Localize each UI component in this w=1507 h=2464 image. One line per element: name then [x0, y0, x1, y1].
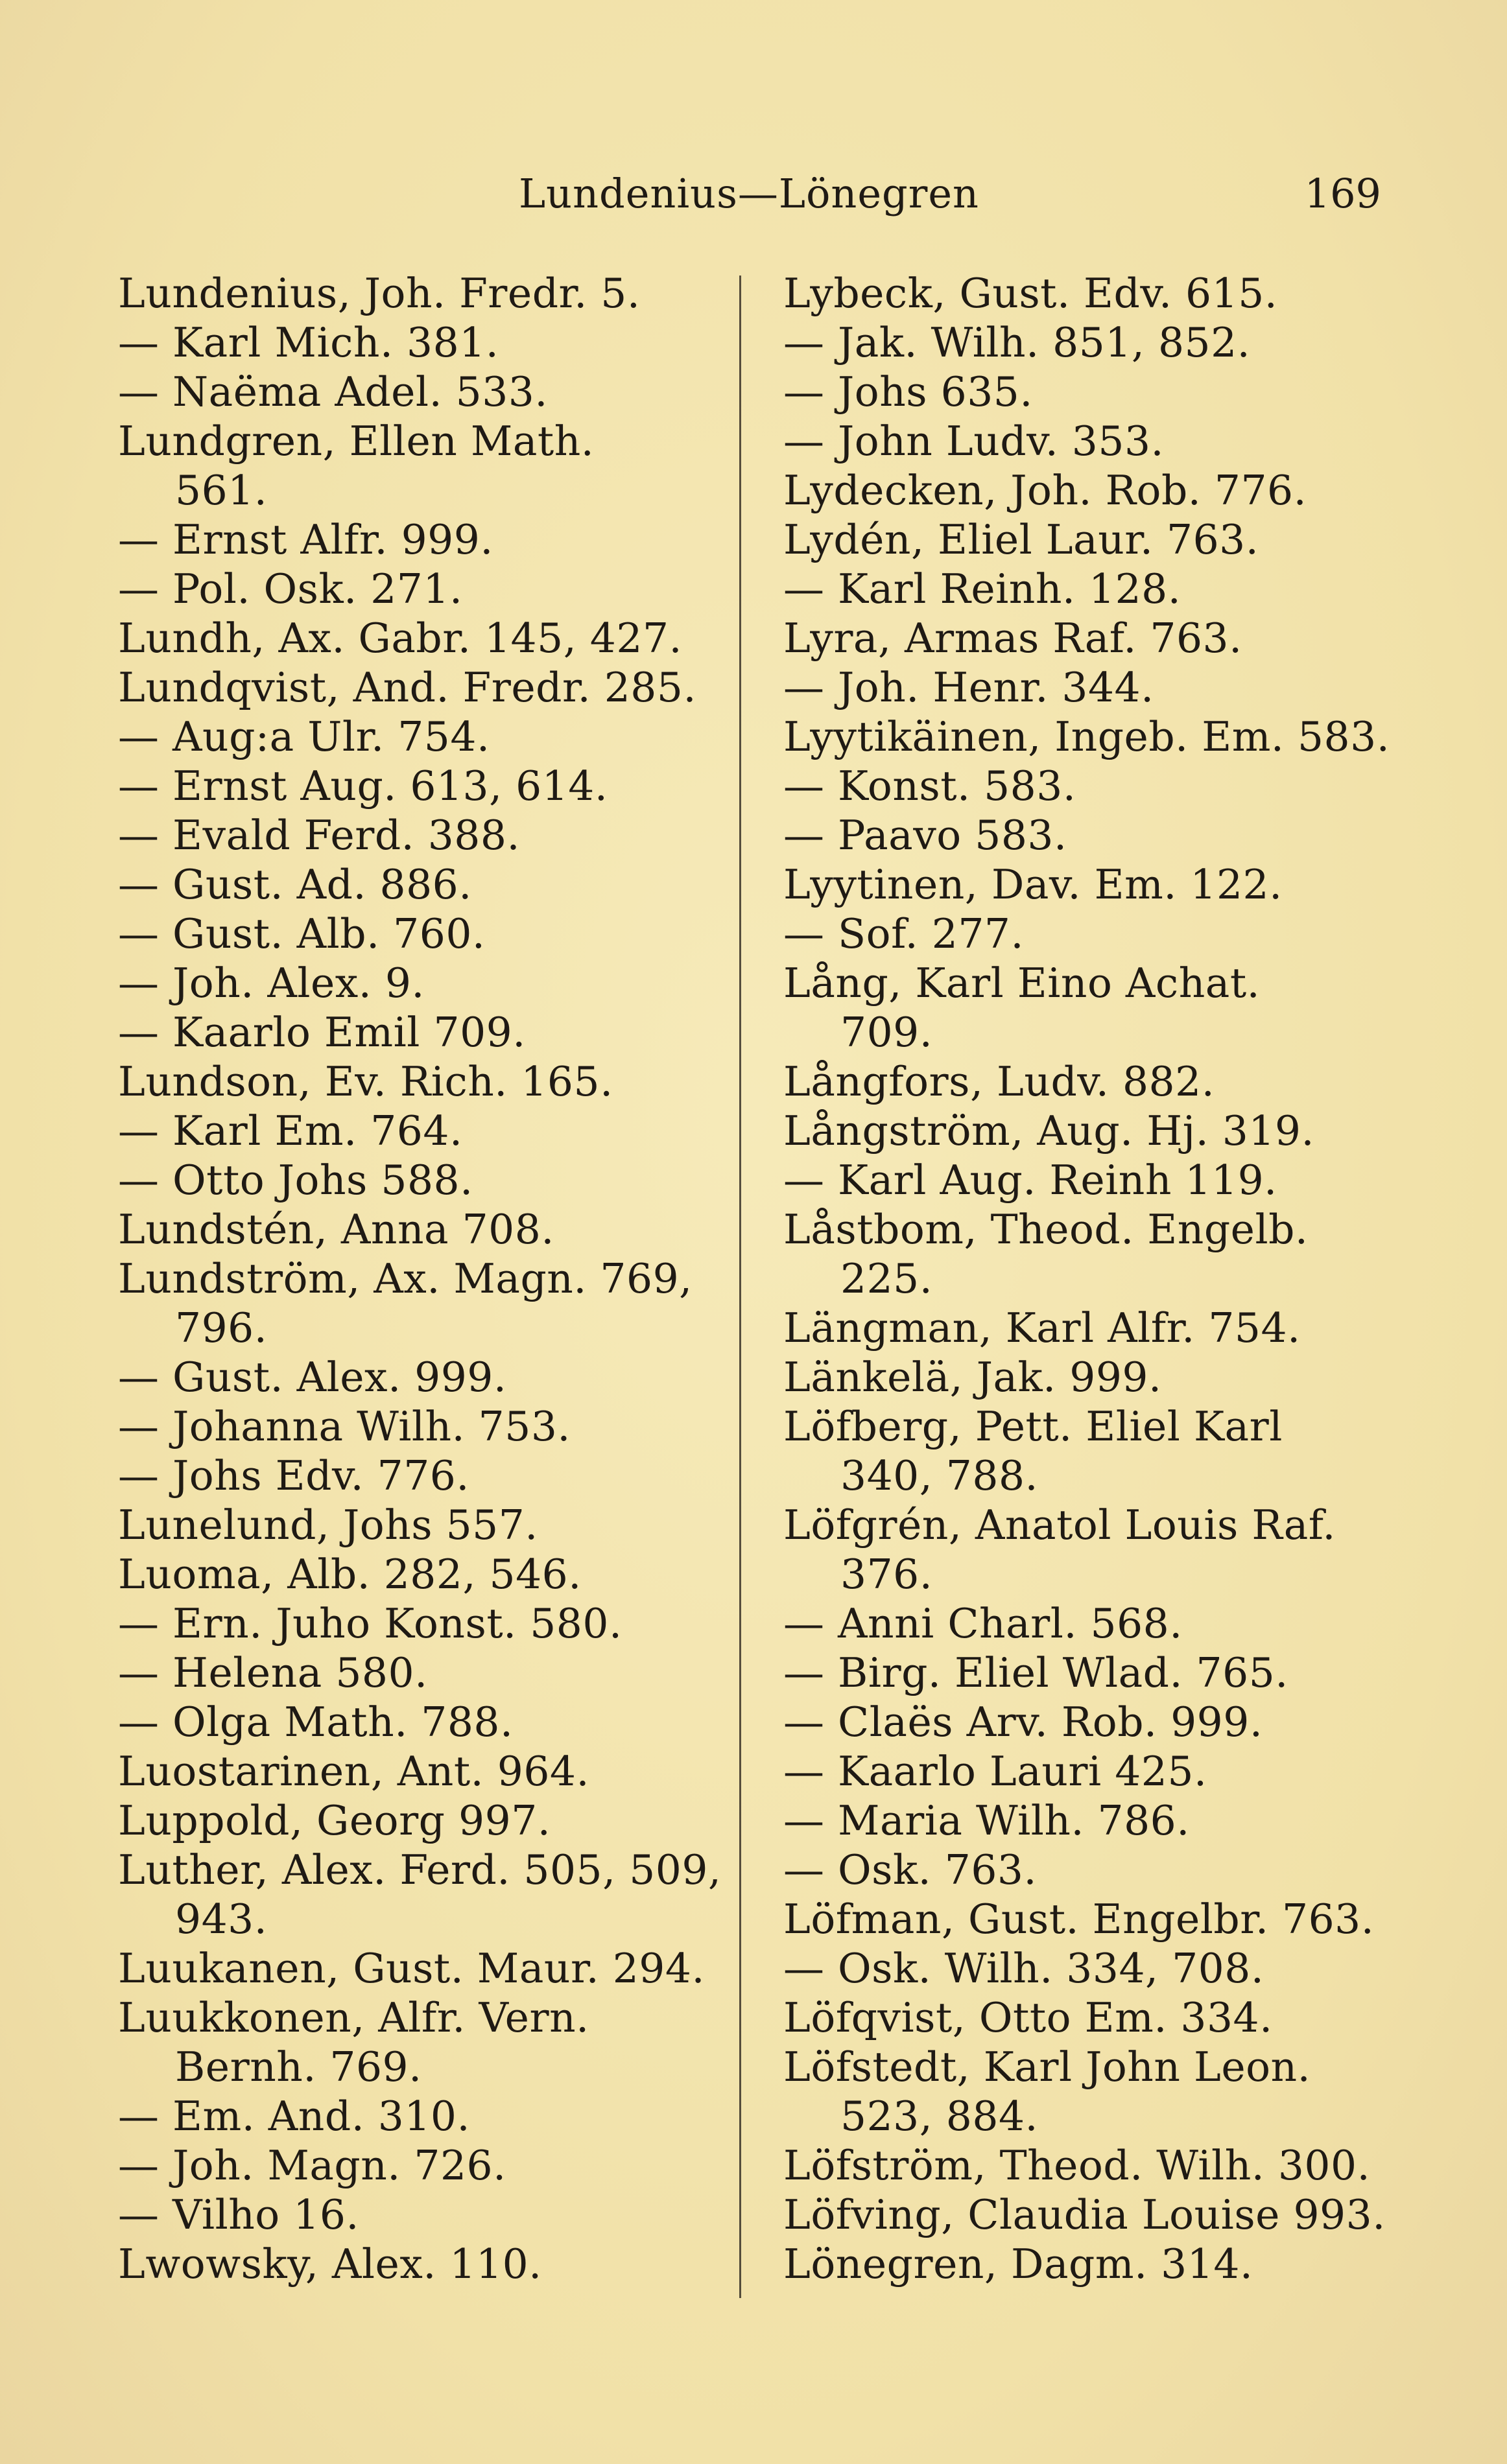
- index-entry: — Ernst Alfr. 999.: [118, 516, 493, 563]
- index-entry: Längman, Karl Alfr. 754.: [783, 1304, 1301, 1352]
- index-entry: — Em. And. 310.: [118, 2093, 471, 2140]
- index-entry: — Anni Charl. 568.: [783, 1600, 1183, 1647]
- index-entry: — Karl Mich. 381.: [118, 319, 499, 366]
- index-entry: — Sof. 277.: [783, 910, 1025, 957]
- index-entry: Löfman, Gust. Engelbr. 763.: [783, 1895, 1375, 1943]
- page-header: [117, 170, 1381, 228]
- running-title: Lundenius—Lönegren: [519, 170, 979, 217]
- index-entry: — Gust. Alb. 760.: [118, 910, 486, 957]
- index-entry: Lunelund, Johs 557.: [118, 1501, 538, 1549]
- index-entry: Länkelä, Jak. 999.: [783, 1354, 1162, 1401]
- index-entry: Lundqvist, And. Fredr. 285.: [118, 664, 696, 711]
- index-entry: — Karl Aug. Reinh 119.: [783, 1156, 1277, 1204]
- index-entry: — Otto Johs 588.: [118, 1156, 473, 1204]
- index-entry: — Gust. Ad. 886.: [118, 861, 472, 908]
- column-divider: [739, 276, 741, 2298]
- index-entry: Luukanen, Gust. Maur. 294.: [118, 1945, 705, 1992]
- index-entry: Löfberg, Pett. Eliel Karl: [783, 1403, 1283, 1450]
- index-entry-continuation: 796.: [175, 1304, 268, 1352]
- index-entry: — Olga Math. 788.: [118, 1698, 514, 1746]
- index-entry-continuation: Bernh. 769.: [175, 2043, 422, 2091]
- index-entry: — Maria Wilh. 786.: [783, 1797, 1190, 1844]
- index-entry: Lönegren, Dagm. 314.: [783, 2240, 1253, 2288]
- index-entry: — Joh. Henr. 344.: [783, 664, 1154, 711]
- index-entry: Lång, Karl Eino Achat.: [783, 959, 1261, 1007]
- page-number: 169: [1304, 170, 1381, 217]
- index-entry-continuation: 225.: [840, 1255, 933, 1302]
- index-entry: — Joh. Magn. 726.: [118, 2142, 506, 2189]
- index-entry: Lundson, Ev. Rich. 165.: [118, 1058, 613, 1105]
- index-entry: Lyytikäinen, Ingeb. Em. 583.: [783, 713, 1390, 760]
- index-entry: — Gust. Alex. 999.: [118, 1354, 507, 1401]
- index-entry: — Ernst Aug. 613, 614.: [118, 762, 608, 810]
- index-entry: — Johs 635.: [783, 368, 1033, 416]
- index-entry: Löfqvist, Otto Em. 334.: [783, 1994, 1273, 2041]
- index-entry: — Vilho 16.: [118, 2191, 359, 2238]
- index-entry: Lwowsky, Alex. 110.: [118, 2240, 542, 2288]
- index-entry: Luppold, Georg 997.: [118, 1797, 551, 1844]
- index-entry: — Osk. Wilh. 334, 708.: [783, 1945, 1264, 1992]
- index-entry: Lyra, Armas Raf. 763.: [783, 615, 1242, 662]
- index-entry: Luostarinen, Ant. 964.: [118, 1748, 590, 1795]
- index-entry: — Birg. Eliel Wlad. 765.: [783, 1649, 1288, 1696]
- index-entry: Lundström, Ax. Magn. 769,: [118, 1255, 693, 1302]
- index-entry: Lundh, Ax. Gabr. 145, 427.: [118, 615, 683, 662]
- index-entry: — Karl Reinh. 128.: [783, 565, 1181, 613]
- index-entry: Löfgrén, Anatol Louis Raf.: [783, 1501, 1336, 1549]
- index-entry: Lundstén, Anna 708.: [118, 1206, 554, 1253]
- right-column: [783, 269, 1406, 2289]
- index-entry-continuation: 523, 884.: [840, 2093, 1039, 2140]
- index-entry-continuation: 376.: [840, 1551, 933, 1598]
- index-entry: Lundgren, Ellen Math.: [118, 417, 595, 465]
- index-entry: Långström, Aug. Hj. 319.: [783, 1107, 1315, 1155]
- index-entry: — Aug:a Ulr. 754.: [118, 713, 490, 760]
- index-entry: Luukkonen, Alfr. Vern.: [118, 1994, 589, 2041]
- index-entry: Löfström, Theod. Wilh. 300.: [783, 2142, 1371, 2189]
- index-entry: — Johanna Wilh. 753.: [118, 1403, 571, 1450]
- index-entry: Luther, Alex. Ferd. 505, 509,: [118, 1846, 722, 1894]
- index-entry: — Paavo 583.: [783, 812, 1067, 859]
- index-entry: — Kaarlo Lauri 425.: [783, 1748, 1207, 1795]
- index-entry: — Helena 580.: [118, 1649, 428, 1696]
- index-entry: — Joh. Alex. 9.: [118, 959, 425, 1007]
- index-entry: — Evald Ferd. 388.: [118, 812, 520, 859]
- index-entry: — Konst. 583.: [783, 762, 1076, 810]
- index-entry: — Jak. Wilh. 851, 852.: [783, 319, 1251, 366]
- index-entry: Långfors, Ludv. 882.: [783, 1058, 1215, 1105]
- index-entry-continuation: 340, 788.: [840, 1452, 1039, 1499]
- index-entry: Lydén, Eliel Laur. 763.: [783, 516, 1259, 563]
- index-entry: Lundenius, Joh. Fredr. 5.: [118, 270, 641, 317]
- index-entry: Löfstedt, Karl John Leon.: [783, 2043, 1311, 2091]
- index-entry: — Johs Edv. 776.: [118, 1452, 469, 1499]
- index-entry: — Osk. 763.: [783, 1846, 1038, 1894]
- index-entry: Låstbom, Theod. Engelb.: [783, 1206, 1309, 1253]
- index-entry-continuation: 709.: [840, 1009, 933, 1056]
- index-entry: Luoma, Alb. 282, 546.: [118, 1551, 582, 1598]
- index-entry-continuation: 943.: [175, 1895, 268, 1943]
- index-entry: — John Ludv. 353.: [783, 417, 1165, 465]
- index-entry-continuation: 561.: [175, 467, 268, 514]
- index-entry: Lyytinen, Dav. Em. 122.: [783, 861, 1283, 908]
- index-entry: — Claës Arv. Rob. 999.: [783, 1698, 1263, 1746]
- index-entry: Löfving, Claudia Louise 993.: [783, 2191, 1386, 2238]
- index-entry: — Karl Em. 764.: [118, 1107, 463, 1155]
- left-column: [118, 269, 741, 2289]
- index-entry: — Naëma Adel. 533.: [118, 368, 548, 416]
- index-entry: Lybeck, Gust. Edv. 615.: [783, 270, 1278, 317]
- index-entry: Lydecken, Joh. Rob. 776.: [783, 467, 1307, 514]
- index-entry: — Ern. Juho Konst. 580.: [118, 1600, 623, 1647]
- index-entry: — Kaarlo Emil 709.: [118, 1009, 526, 1056]
- index-entry: — Pol. Osk. 271.: [118, 565, 463, 613]
